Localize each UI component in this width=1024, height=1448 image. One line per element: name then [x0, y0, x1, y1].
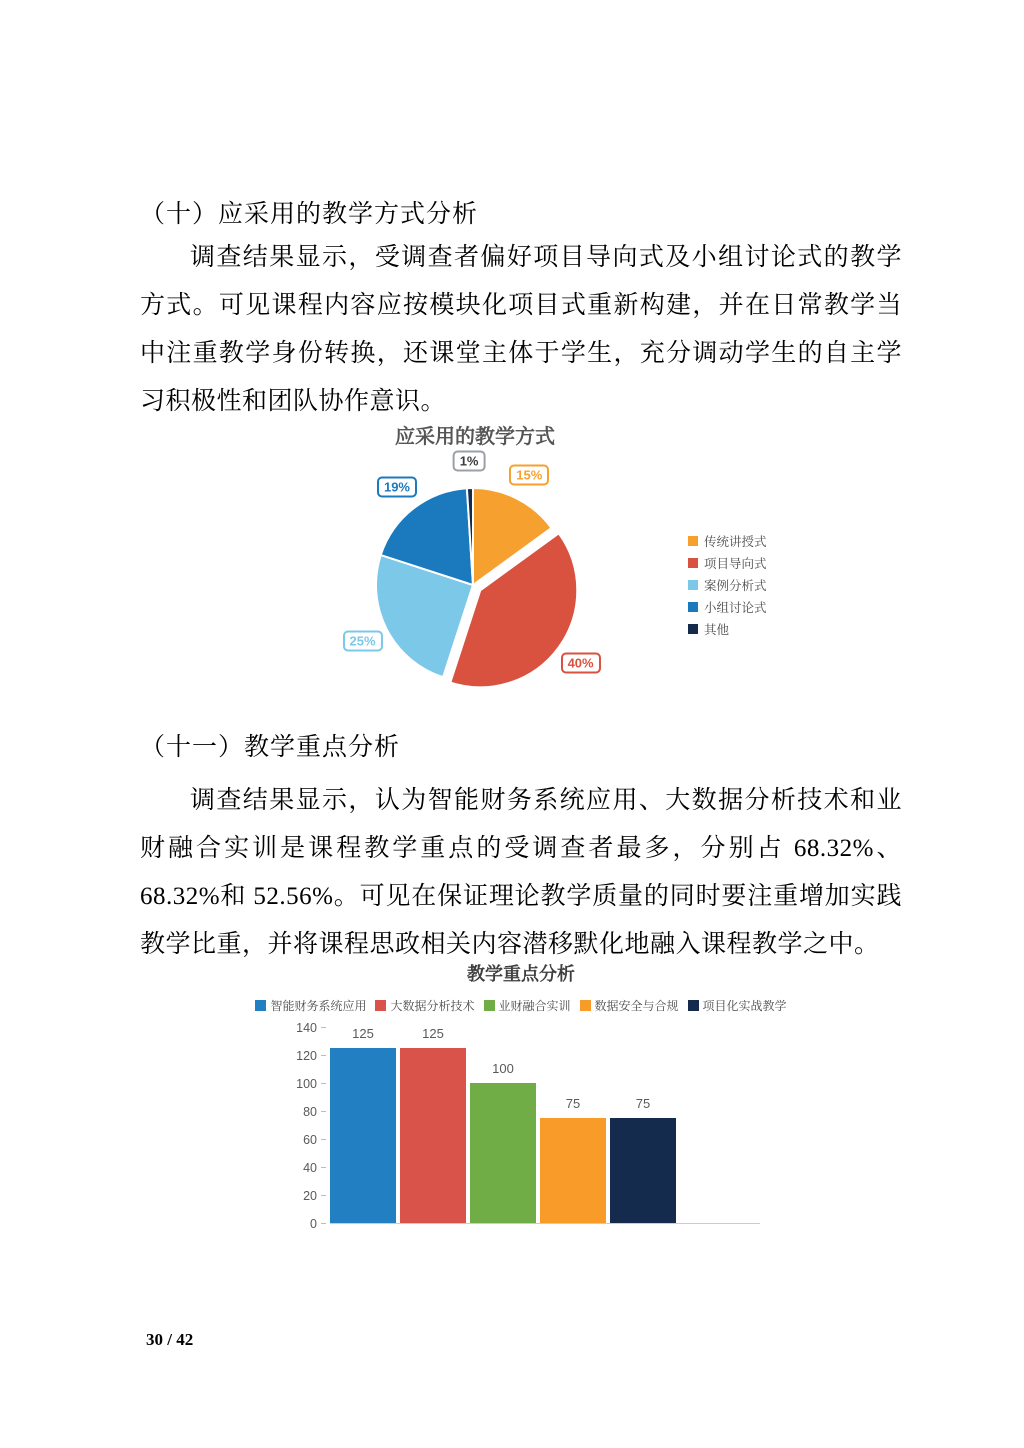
pie-chart-figure — [330, 420, 800, 718]
legend-swatch-icon — [688, 1000, 699, 1011]
bar-value-label: 75 — [635, 1096, 651, 1111]
legend-item-1 — [688, 554, 767, 572]
legend-label: 传统讲授式 — [704, 535, 767, 549]
pie-callout-0: 15% — [509, 464, 549, 485]
legend-label: 业财融合实训 — [498, 999, 571, 1013]
y-tick-label: 100 — [296, 1077, 317, 1091]
bar-value-label: 125 — [352, 1026, 374, 1041]
y-tick-label: 120 — [296, 1049, 317, 1063]
legend-item-4 — [688, 997, 787, 1014]
section-11-heading: （十一）教学重点分析 — [140, 734, 401, 761]
y-tick-label: 40 — [303, 1161, 317, 1175]
y-tick-mark — [321, 1195, 326, 1196]
pie-callout-4: 1% — [453, 451, 486, 472]
legend-swatch-icon — [688, 536, 698, 546]
pie-callout-2: 25% — [342, 631, 382, 652]
bar-4 — [610, 1096, 676, 1223]
bar-1 — [400, 1026, 466, 1223]
bar-legend — [270, 997, 787, 1014]
pie-callout-3: 19% — [377, 477, 417, 498]
y-tick-mark — [321, 1223, 326, 1224]
legend-item-4 — [688, 620, 767, 638]
y-tick-label: 60 — [303, 1133, 317, 1147]
bar-plot-area — [330, 1028, 760, 1224]
bar-chart-figure — [270, 960, 787, 1231]
legend-swatch-icon — [484, 1000, 495, 1011]
pie-chart-title: 应采用的教学方式 — [395, 426, 555, 448]
legend-item-0 — [255, 997, 366, 1014]
legend-item-3 — [688, 598, 767, 616]
legend-item-0 — [688, 532, 767, 550]
y-tick-mark — [321, 1167, 326, 1168]
legend-label: 数据安全与合规 — [594, 999, 679, 1013]
bar-2 — [470, 1061, 536, 1223]
page-number: 30 / 42 — [146, 1330, 194, 1349]
legend-swatch-icon — [375, 1000, 386, 1011]
legend-swatch-icon — [580, 1000, 591, 1011]
pie-svg — [330, 446, 616, 718]
y-tick-label: 20 — [303, 1189, 317, 1203]
y-tick-label: 80 — [303, 1105, 317, 1119]
bar-value-label: 100 — [492, 1061, 514, 1076]
section-10-paragraph: 调查结果显示，受调查者偏好项目导向式及小组讨论式的教学方式。可见课程内容应按模块化项目式重新构建，并在日常教学当中注重教学身份转换，还课堂主体于学生，充分调动学生的自主学习积极性和团队协作意识。 — [140, 244, 902, 415]
bar-3 — [540, 1096, 606, 1223]
legend-label: 项目化实战教学 — [702, 999, 787, 1013]
section-11-paragraph: 调查结果显示，认为智能财务系统应用、大数据分析技术和业财融合实训是课程教学重点的受调查者最多，分别占 68.32%、68.32%和 52.56%。可见在保证理论教学质量的同时要注重增加实践教学比重，并将课程思政相关内容潜移默化地融入课程教学之中。 — [140, 787, 902, 958]
pie-plot — [330, 446, 616, 718]
y-tick-label: 140 — [296, 1021, 317, 1035]
legend-swatch-icon — [255, 1000, 266, 1011]
y-tick-mark — [321, 1111, 326, 1112]
section-10-heading: （十）应采用的教学方式分析 — [140, 201, 479, 228]
legend-item-3 — [580, 997, 679, 1014]
legend-label: 大数据分析技术 — [390, 999, 475, 1013]
y-tick-mark — [321, 1027, 326, 1028]
legend-label: 项目导向式 — [704, 557, 767, 571]
pie-callout-1: 40% — [561, 653, 601, 674]
bar-value-label: 125 — [422, 1026, 444, 1041]
legend-item-2 — [484, 997, 571, 1014]
legend-swatch-icon — [688, 558, 698, 568]
y-tick-label: 0 — [310, 1217, 317, 1231]
pie-legend — [688, 528, 767, 642]
legend-label: 其他 — [704, 623, 730, 637]
bar-value-label: 75 — [565, 1096, 581, 1111]
legend-label: 小组讨论式 — [704, 601, 767, 615]
y-tick-mark — [321, 1083, 326, 1084]
y-tick-mark — [321, 1139, 326, 1140]
bar-plot — [282, 1021, 760, 1231]
bar-y-axis — [282, 1021, 326, 1231]
bar-0 — [330, 1026, 396, 1223]
legend-item-2 — [688, 576, 767, 594]
legend-swatch-icon — [688, 602, 698, 612]
y-tick-mark — [321, 1055, 326, 1056]
legend-label: 案例分析式 — [704, 579, 767, 593]
legend-label: 智能财务系统应用 — [270, 999, 367, 1013]
bar-chart-title: 教学重点分析 — [467, 964, 575, 984]
legend-swatch-icon — [688, 624, 698, 634]
legend-item-1 — [375, 997, 474, 1014]
legend-swatch-icon — [688, 580, 698, 590]
